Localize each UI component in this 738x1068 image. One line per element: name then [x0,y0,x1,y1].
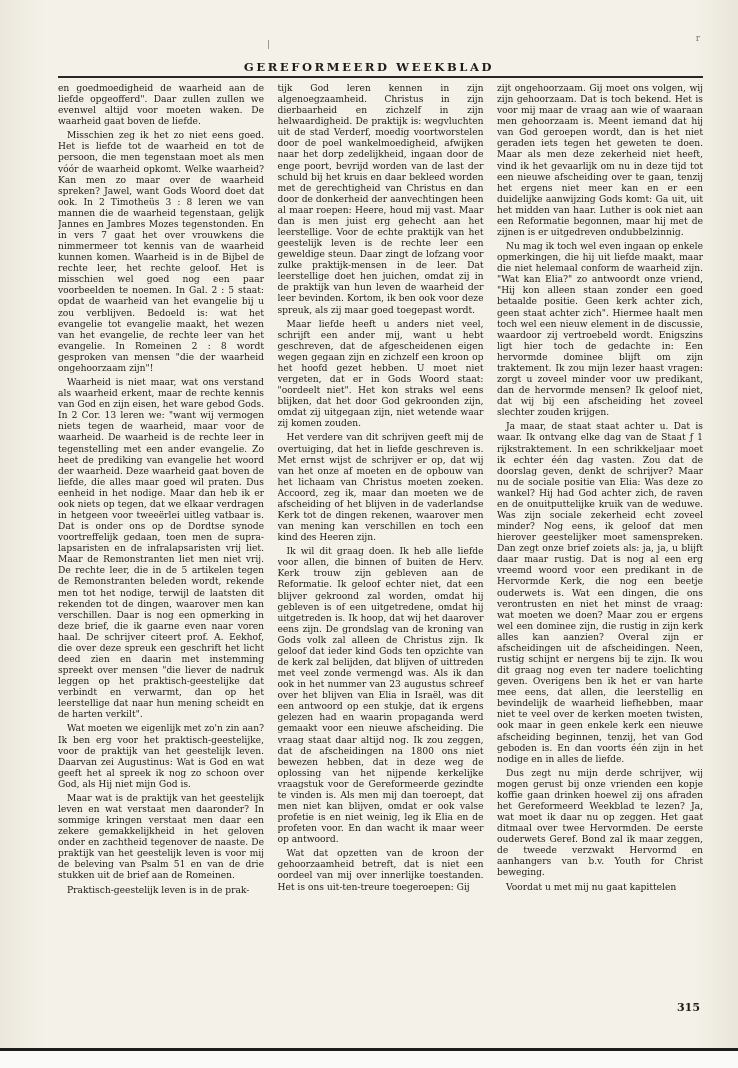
paragraph: en goedmoedigheid de waarheid aan de liefde opgeofferd". Daar zullen zullen we evenwel altijd voor moeten waken. De waarheid gaat boven de liefde. [58,84,264,128]
top-tick-mark [268,40,269,49]
paragraph: Maar liefde heeft u anders niet veel, schrijft een ander mij, want u hebt geschreven, dat de afgescheidenen eigen wegen gegaan zijn en zichzelf een kroon op het hoofd gezet hebben. U moet niet vergeten, dat er in Gods Woord staat: "oordeelt niet". Het kon straks wel eens blijken, dat het door God gekroonden zijn, omdat zij uitgegaan zijn, niet wetende waar zij komen zouden. [277,319,484,430]
column-2 [278,84,484,1024]
paragraph: Ja maar, de staat staat achter u. Dat is waar. Ik ontvang elke dag van de Staat ƒ 1 rijkstraktement. In een schrikkeljaar moet ik echter één dag vasten. Zou dat de doorslag geven, denkt de schrijver? Maar nu de sociale positie van Elia: Was deze zo wankel? Hij had God achter zich, de raven en de onuitputtelijke kruik van de weduwe. Was zijn sociale zekerheid echt zoveel minder? Nog eens, ik geloof dat men hierover geestelijker moet samenspreken. Dan zegt onze brief zoiets als: ja, ja, u blijft daar maar rustig. Dat is nog al een erg vreemd woord voor een predikant in de Hervormde Kerk, die nog een beetje ouderwets is. Wat een dingen, die ons verontrusten en niet het minst de vraag: wat moeten we doen? Maar zou er ergens wel een dominee zijn, die rustig in zijn kerk alles kan aanzien? Overal zijn er afscheidingen uit de afscheidingen. Neen, rustig schijnt er nergens bij te zijn. Ik wou dit graag nog even ter nadere toelichting geven. Overigens ben ik het er van harte mee eens, dat allen, die leerstellig en bevindelijk de waarheid liefhebben, maar niet te veel over de kerken moeten twisten, ook maar in geen enkele kerk een nieuwe afscheiding beginnen, tenzij, het van God geboden is. En dan voorts één zijn in het nodige en in alles de liefde. [497,422,703,765]
paragraph: Misschien zeg ik het zo niet eens goed. Het is liefde tot de waarheid en tot de persoon, die men tegenstaan moet als men vóór de waarheid opkomt. Welke waarheid? Kan men zo maar over de waarheid spreken? Jawel, want Gods Woord doet dat ook. In 2 Timotheüs 3 : 8 leren we van mannen die de waarheid tegenstaan, gelijk Jannes en Jambres Mozes tegenstonden. En in vers 7 gaat het over vrouwkens die nimmermeer tot kennis van de waarheid kunnen komen. Waarheid is in de Bijbel de rechte leer, het rechte geloof. Het is misschien wel goed nog een paar voorbeelden te noemen. In Gal. 2 : 5 staat: opdat de waarheid van het evangelie bij u zou verblijven. Bedoeld is: wat het evangelie tot evangelie maakt, het wezen van het evangelie, de rechte leer van het evangelie. In Romeinen 2 : 8 wordt gesproken van mensen "die der waarheid ongehoorzaam zijn"! [58,131,264,374]
bottom-margin [0,1051,738,1068]
column-1 [58,84,264,1024]
paragraph: Wat dat opzetten van de kroon der gehoorzaamheid betreft, dat is niet een oordeel van mij over innerlijke toestanden. Het is ons uit-ten-treure toegeroepen: Gij [277,849,484,893]
paragraph: Het verdere van dit schrijven geeft mij de overtuiging, dat het in liefde geschreven is. Met ernst wijst de schrijver er op, dat wij van het onze af moeten en de opbouw van het lichaam van Christus moeten zoeken. Accoord, zeg ik, maar dan moeten we de afscheiding of het blijven in de vaderlandse Kerk tot de dingen rekenen, waarover men van mening kan verschillen en toch een kind des Heeren zijn. [277,433,484,544]
paragraph: Praktisch-geestelijk leven is in de prak- [67,885,250,896]
paragraph: tijk God leren kennen in zijn algenoegzaamheid. Christus in zijn dierbaarheid en zichzelf in zijn helwaardigheid. De praktijk is: wegvluchten uit de stad Verderf, moedig voortworstelen door de poel wankelmoedigheid, afwijken naar het dorp zedelijkheid, ingaan door de enge poort, bevrijd worden van de last der schuld bij het kruis en daar bekleed worden met de gerechtigheid van Christus en dan door de donkerheid der aanvechtingen heen al maar roepen: Heere, houd mij vast. Maar dan is men juist erg gehecht aan het leerstellige. Voor de echte praktijk van het geestelijk leven is de rechte leer een geweldige steun. Daar zingt de lofzang voor zulke praktijk-mensen in de leer. Dat leerstellige doet hen juichen, omdat zij in de praktijk van hun leven de waarheid der leer bevinden. Kortom, ik ben ook voor deze spreuk, als zij maar goed toegepast wordt. [277,84,484,316]
paragraph: Wat moeten we eigenlijk met zo'n zin aan? Ik ben erg voor het praktisch-geestelijke, voor de praktijk van het geestelijk leven. Daarvan zei Augustinus: Wat is God en wat geeft het al spreek ik nog zo schoon over God, als Hij niet mijn God is. [58,724,264,790]
paragraph: zijt ongehoorzaam. Gij moet ons volgen, wij zijn gehoorzaam. Dat is toch bekend. Het is voor mij maar de vraag aan wie of waaraan men gehoorzaam is. Meent iemand dat hij van God geroepen wordt, dan is het niet geraden iets tegen het geweten te doen. Maar als men deze zekerheid niet heeft, vind ik het gevaarlijk om nu in deze tijd tot een nieuwe afscheiding over te gaan, tenzij het ergens niet meer kan en er een duidelijke aanwijzing Gods komt: Ga uit, uit het midden van haar. Luther is ook niet aan een Reformatie begonnen, maar hij met de zijnen is er uitgedreven ondubbelzinnig. [497,84,703,239]
page-number: 315 [677,1001,700,1014]
header-rule [58,76,703,78]
column-3 [497,84,703,1024]
paragraph: Waarheid is niet maar, wat ons verstand als waarheid erkent, maar de rechte kennis van God en zijn eisen, het ware gebod Gods. In 2 Cor. 13 leren we: "want wij vermogen niets tegen de waarheid, maar voor de waarheid. De waarheid is de rechte leer in tegenstelling met een ander evangelie. Zo heet de prediking van evangelie het woord der waarheid. Deze waarheid gaat boven de liefde, die alles maar goed wil praten. Dus eenheid in het nodige. Maar dan heb ik er ook niets op tegen, dat we elkaar verdragen in hetgeen voor tweeërlei uitleg vatbaar is. Dat is onder ons op de Dordtse synode voortreffelijk gedaan, toen men de supra-lapsaristen en de infralapsaristen vrij liet. Maar de Remonstranten liet men niet vrij. De rechte leer, die in de 5 artikelen tegen de Remonstranten beleden wordt, rekende men tot het nodige, terwijl de laatsten dit rekenden tot de dingen, waarover men kan verschillen. Daar is nog een opmerking in deze brief, die ik gaarne even naar voren haal. De schrijver citeert prof. A. Eekhof, die over deze spreuk een geschrift het licht deed zien en daarin met instemming spreekt over mensen "die liever de nadruk leggen op het praktisch-geestelijke dat verbindt en verwarmt, dan op het leerstellige dat naar hun mening scheidt en de harten verkilt". [58,378,264,721]
paragraph: Dus zegt nu mijn derde schrijver, wij mogen gerust bij onze vrienden een kopje koffie gaan drinken hoewel zij ons afraden het Gereformeerd Weekblad te lezen? Ja, wat moet ik daar nu op zeggen. Het gaat ditmaal over twee Hervormden. De eerste ouderwets Geref. Bond zal ik maar zeggen, de tweede verzwakt Hervormd en aanhangers van b.v. Youth for Christ beweging. [497,768,703,879]
paragraph: Nu mag ik toch wel even ingaan op enkele opmerkingen, die hij uit liefde maakt, maar die niet helemaal conform de waarheid zijn. "Wat kan Elia?" zo antwoordt onze vriend, "Hij kon alleen staan zonder een goed betaalde positie. Geen kerk achter zich, geen staat achter zich". Hiermee haalt men toch wel een nieuw element in de discussie, waardoor zij vertroebeld wordt. Enigszins ligt hier toch de gedachte in: Een hervormde dominee blijft om zijn traktement. Ik zou mijn lezer haast vragen: zorgt u zoveel minder voor uw predikant, dan de hervormde mensen? Ik geloof niet, dat wij bij een afscheiding het zoveel slechter zouden krijgen. [497,242,703,419]
paragraph: Ik wil dit graag doen. Ik heb alle liefde voor allen, die binnen of buiten de Herv. Kerk trouw zijn gebleven aan de Reformatie. Ik geloof echter niet, dat een blijver gekroond zal worden, omdat hij gebleven is of een uitgetredene, omdat hij uitgetreden is. Ik hoop, dat wij het daarover eens zijn. De grondslag van de kroning van Gods volk zal alleen de Christus zijn. Ik geloof dat ieder kind Gods ten opzichte van de kerk zal belijden, dat blijven of uittreden met veel zonde vermengd was. Als ik dan ook in het nummer van 23 augustus schreef over het blijven van Elia in Israël, was dit een antwoord op een stukje, dat ik ergens gelezen had en waarin propaganda werd gemaakt voor een nieuwe afscheiding. Die vraag staat daar altijd nog. Ik zou zeggen, dat de afscheidingen na 1800 ons niet bewezen hebben, dat in deze weg de oplossing van het nijpende kerkelijke vraagstuk voor de Gereformeerde gezindte te vinden is. Als men mij dan toeroept, dat men niet kan blijven, omdat er ook valse profetie is en niet weinig, leg ik Elia en de profeten voor. En dan wacht ik maar weer op antwoord. [277,547,484,846]
article-columns [58,84,703,1024]
corner-mark: r [695,34,700,44]
paragraph: Maar wat is de praktijk van het geestelijk leven en wat verstaat men daaronder? In sommige kringen verstaat men daar een zekere gemakkelijkheid in het geloven onder en zachtheid tegenover de naaste. De praktijk van het geestelijk leven is voor mij de beleving van Psalm 51 en van de drie stukken uit de brief aan de Romeinen. [58,793,264,882]
paragraph: Voordat u met mij nu gaat kapittelen [506,882,677,893]
masthead-title: GEREFORMEERD WEEKBLAD [243,60,495,74]
